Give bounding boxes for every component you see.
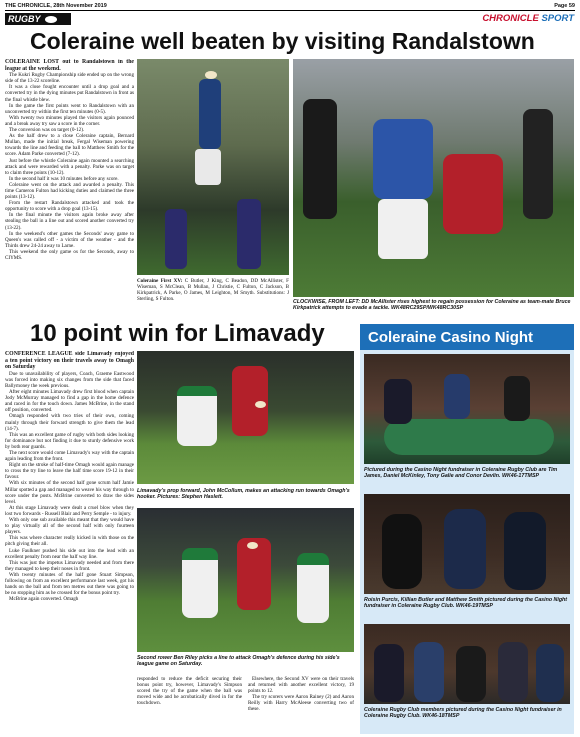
story1-column1 bbox=[5, 59, 134, 321]
story1-para: The conversion was on target (0-12). bbox=[9, 127, 85, 134]
rugby-ball-icon bbox=[45, 16, 57, 23]
story1-para: In the second half it was 10 minutes before any score. bbox=[9, 175, 119, 182]
ball bbox=[205, 71, 217, 79]
casino-panel bbox=[360, 324, 574, 734]
story2-para: After eight minutes Limavady drew first blood when captain Jody McMurray managed to find a gap in the home defence and raced in for the touch down. James McBrine, in the stand off position, converted. bbox=[5, 389, 134, 414]
story1-para: Just before the whistle Coleraine again mounted a searching attack and were rewarded with a penalty. Parke was on target to claim three points (10-12). bbox=[5, 157, 134, 176]
story2-para: At this stage Limavady were dealt a cruel blow when they lost two forwards - Russell Blair and Perry Semple - to injury. bbox=[5, 504, 134, 517]
limavady-photo-2-caption: Second rower Ben Riley picks a line to attack Omagh's defence during his side's league game on Saturday. bbox=[137, 655, 340, 668]
person-figure bbox=[414, 642, 444, 702]
section-label: RUGBY bbox=[8, 14, 41, 24]
story2-para: The next score would come Limavady's way with the captain again leading from the front. bbox=[5, 450, 134, 463]
story2-para: Omagh responded with two tries of their own, coming mainly through their forward strength to give them the lead (14-7). bbox=[5, 413, 134, 432]
player-figure bbox=[177, 386, 217, 446]
section-badge bbox=[5, 13, 71, 25]
brand-logo bbox=[482, 13, 574, 24]
casino-photo-3 bbox=[364, 624, 570, 704]
story1-para: From the restart Randalstown attacked and took the opportunity to score with a drop goal (13-15). bbox=[5, 200, 134, 213]
ball bbox=[255, 401, 266, 408]
casino-photo-1 bbox=[364, 354, 570, 464]
person-figure bbox=[504, 376, 530, 421]
person-figure bbox=[382, 514, 422, 589]
story2-para: Elsewhere, the Second XV were on their travels and returned with another excellent victory, 19 points to 12. bbox=[248, 676, 354, 695]
limavady-photo-2 bbox=[137, 508, 354, 652]
casino-caption-1: Pictured during the Casino Night fundraiser in Coleraine Rugby Club are Tim James, Daniel McKinley, Tony Galie and Conor Devlin. WK46-17TMSP bbox=[364, 467, 558, 480]
header-rule bbox=[5, 10, 575, 11]
story2-para: McBrine again converted. Omagh bbox=[9, 596, 79, 603]
story2-para: Right on the stroke of half-time Omagh would again manage to cross the try line to leave the half time score 19-12 in their favour. bbox=[5, 462, 134, 481]
player-figure bbox=[165, 209, 187, 269]
brand-chronicle: CHRONICLE bbox=[482, 13, 539, 24]
story2-para: This was just the impetus Limavady needed and from there they managed to keep their noses in front. bbox=[5, 559, 134, 572]
story2-para: responded to reduce the deficit securing their bonus point try, however, Limavady's Simpson scored the try of the game when the ball was moved wide and he acrobatically dived in for the touchdown. bbox=[137, 676, 242, 707]
casino-headline: Coleraine Casino Night bbox=[368, 328, 534, 346]
story1-lead: COLERAINE LOST out to Randalstown in the league at the weekend. bbox=[5, 59, 134, 72]
casino-photo-2 bbox=[364, 494, 570, 594]
tackle-photo bbox=[293, 59, 574, 297]
story1-photo-caption: CLOCKWISE, FROM LEFT: DD McAllister rises highest to regain possession for Coleraine as team-mate Bruce Kirkpatrick attempts to evade a tackle. WK48RC29SP/WK48RC30SP bbox=[293, 299, 571, 312]
casino-headline-bar bbox=[360, 324, 574, 350]
player-figure bbox=[443, 154, 503, 234]
story1-para: As the half drew to a close Coleraine captain, Bernard Mullan, made the initial break, Fergal Wiseman powering towards the line and feeding the ball to Matthew Smith for the score. Adam Parke converted (7-12). bbox=[5, 133, 134, 158]
player-figure bbox=[199, 79, 221, 149]
story1-para: The Kukri Rugby Championship side ended up on the wrong side of the 13-22 scoreline. bbox=[5, 72, 134, 85]
person-figure bbox=[444, 509, 486, 589]
story1-para: In the weekend's other games the Seconds' away game to Queen's was called off - a victim of the weather - and the Thirds drew 24-24 away to Larne. bbox=[5, 230, 134, 249]
person-figure bbox=[444, 374, 470, 419]
story2-para: With only one sub available this meant that they would have to play virtually all of the second half with only fourteen players. bbox=[5, 517, 134, 536]
story1-para: In the game the first points went to Randalstown with an unconverted try within the first ten minutes (0-5). bbox=[5, 102, 134, 115]
person-figure bbox=[504, 512, 546, 590]
player-figure bbox=[237, 199, 261, 269]
player-figure bbox=[195, 149, 221, 185]
person-figure bbox=[456, 646, 486, 702]
player-figure bbox=[297, 553, 329, 623]
story1-para: This weekend the only game os for the Seconds, away to CIYMS. bbox=[5, 248, 134, 261]
story2-para: Luke Faulkner pushed his side out into the lead with an excellent penalty from near the half way line. bbox=[5, 547, 134, 560]
casino-caption-3: Coleraine Rugby Club members pictured during the Casino Night fundraiser in Coleraine Rugby Club. WK46-18TMSP bbox=[364, 707, 562, 720]
player-figure bbox=[182, 548, 218, 618]
story1-para: Coleraine went on the attack and awarded a penalty. This time Cameron Fulton had kicking duties and claimed the three points (13-12). bbox=[5, 181, 134, 201]
lineout-photo bbox=[137, 59, 289, 275]
story2-column2 bbox=[137, 676, 242, 734]
lineup-text: C Butler, J King, C Beadon, DD McAllister, F Wiseman, S McClean, B Mullan, J Christie, C Fulton, C Jackson, B Kirkpatrick, A Parke, O James, M Leighton, M Smyth. Substitutions: J Sterling, S Fulton. bbox=[137, 278, 289, 303]
player-figure bbox=[378, 199, 428, 259]
story2-para: The try scorers were Aaron Rainey (2) and Aaron Reilly with Harry McAleese converting two of these. bbox=[248, 694, 354, 713]
story2-para: This was an excellent game of rugby with both sides looking for dominance but not finding it due to sturdy defensive work by both rear guards. bbox=[5, 431, 134, 450]
story1-headline: Coleraine well beaten by visiting Randalstown bbox=[30, 28, 535, 54]
story1-lineup bbox=[137, 278, 289, 322]
paper-date: THE CHRONICLE, 28th November 2019 bbox=[5, 3, 107, 9]
page-number: Page 59 bbox=[554, 3, 575, 9]
story2-para: With twenty minutes of the half gone Stuart Simpson, following on from an excellent performance last week, got his hands on the ball and from ten metres out there was going to be no stopping him as he crossed for the bonus point try. bbox=[5, 571, 134, 597]
story1-para: In the final minute the visitors again broke away after stealing the ball in a line out and scored another converted try (13-22). bbox=[5, 212, 134, 231]
story2-column1 bbox=[5, 351, 134, 733]
story2-para: This was where character really kicked in with those on the pitch giving their all. bbox=[5, 535, 134, 548]
story1-para: With twenty two minutes played the visitors again pounced and a break away try saw a score in the corner. bbox=[5, 114, 134, 127]
lineup-label: Coleraine First XV: bbox=[137, 278, 183, 284]
story2-lead: CONFERENCE LEAGUE side Limavady enjoyed a ten point victory on their travels away to Omagh on Saturday bbox=[5, 351, 134, 371]
story2-column3 bbox=[248, 676, 354, 734]
brand-sport: SPORT bbox=[541, 13, 574, 24]
limavady-photo-1-caption: Limavady's prop forward, John McCollum, makes an attacking run towards Omagh's hooker. Pictures: Stephen Haslett. bbox=[137, 488, 350, 501]
person-figure bbox=[498, 642, 528, 702]
story2-para: Due to unavailability of players, Coach, Graeme Eastwood was forced into making six changes from the side that faced Ballymoney the week previous. bbox=[5, 370, 134, 389]
person-figure bbox=[384, 379, 412, 424]
story2-para: With six minutes of the second half gone scrum half Jamie Millar spotted a gap and managed to weave his way through to score under the posts. McBrine converted to draw the sides level. bbox=[5, 480, 134, 505]
story1-para: It was a close fought encounter until a drop goal and a converted try in the dying minutes put Randalstown in front as the final whistle blew. bbox=[5, 84, 134, 103]
person-figure bbox=[374, 644, 404, 702]
spectator-figure bbox=[303, 99, 337, 219]
limavady-photo-1 bbox=[137, 351, 354, 484]
ball bbox=[247, 542, 258, 549]
player-figure bbox=[373, 119, 433, 199]
story2-headline: 10 point win for Limavady bbox=[30, 320, 325, 347]
casino-table bbox=[384, 419, 554, 455]
person-figure bbox=[536, 644, 564, 702]
spectator-figure bbox=[523, 109, 553, 219]
casino-caption-2: Roisin Purcis, Killian Butler and Matthew Smith pictured during the Casino Night fundraiser in Coleraine Rugby Club. WK46-19TMSP bbox=[364, 597, 568, 610]
